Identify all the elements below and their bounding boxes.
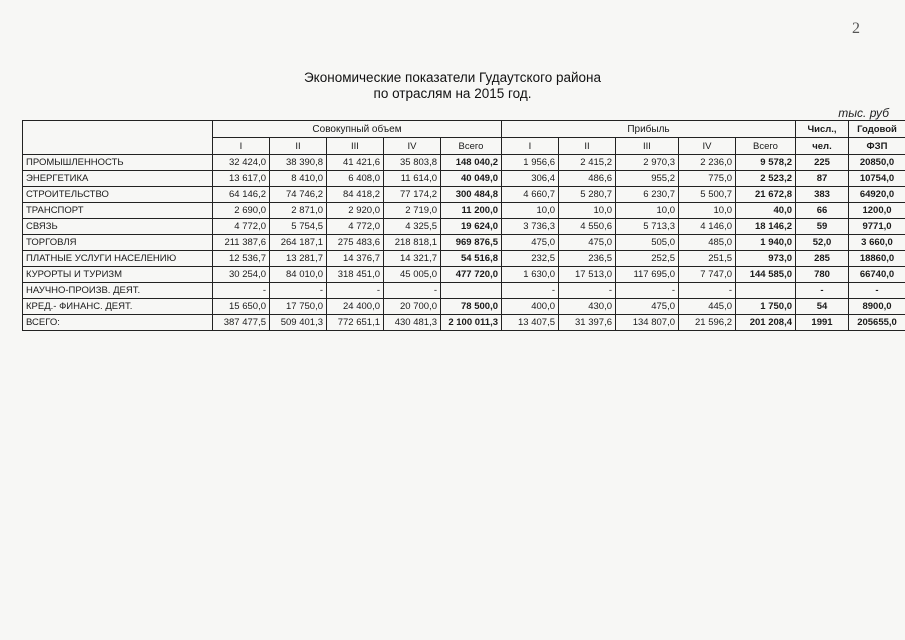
profit-quarter-cell: 17 513,0 — [559, 267, 616, 283]
profit-quarter-cell: 117 695,0 — [616, 267, 679, 283]
employees-cell: 780 — [796, 267, 849, 283]
profit-quarter-cell: 775,0 — [679, 171, 736, 187]
table-row — [23, 235, 905, 251]
profit-quarter-cell: 251,5 — [679, 251, 736, 267]
table-row — [23, 187, 905, 203]
volume-quarter-cell: 772 651,1 — [327, 315, 384, 331]
profit-quarter-cell: 475,0 — [616, 299, 679, 315]
profit-quarter-cell: 6 230,7 — [616, 187, 679, 203]
table-row — [23, 219, 905, 235]
table-row — [23, 267, 905, 283]
unit-note: тыс. руб — [838, 106, 889, 120]
profit-quarter-cell: 486,6 — [559, 171, 616, 187]
profit-quarter-cell: 21 596,2 — [679, 315, 736, 331]
volume-quarter-cell: 218 818,1 — [384, 235, 441, 251]
payroll-cell: 64920,0 — [849, 187, 905, 203]
volume-quarter-cell: 5 754,5 — [270, 219, 327, 235]
payroll-cell: 10754,0 — [849, 171, 905, 187]
table-row — [23, 283, 905, 299]
volume-quarter-cell: 77 174,2 — [384, 187, 441, 203]
page-number: 2 — [852, 20, 860, 37]
volume-quarter-cell: 41 421,6 — [327, 155, 384, 171]
profit-quarter-cell: 5 500,7 — [679, 187, 736, 203]
profit-total-cell: 9 578,2 — [736, 155, 796, 171]
volume-total-cell: 2 100 011,3 — [441, 315, 502, 331]
payroll-cell: 20850,0 — [849, 155, 905, 171]
payroll-cell: - — [849, 283, 905, 299]
volume-quarter-cell: 14 321,7 — [384, 251, 441, 267]
profit-quarter-cell: 475,0 — [559, 235, 616, 251]
volume-quarter-cell: 264 187,1 — [270, 235, 327, 251]
profit-quarter-cell: 134 807,0 — [616, 315, 679, 331]
table-row — [23, 155, 905, 171]
volume-quarter-cell: 2 690,0 — [213, 203, 270, 219]
header-profit-q2: II — [559, 138, 616, 155]
volume-total-cell: 477 720,0 — [441, 267, 502, 283]
employees-cell: 52,0 — [796, 235, 849, 251]
profit-quarter-cell: 430,0 — [559, 299, 616, 315]
header-profit-q1: I — [502, 138, 559, 155]
profit-total-cell: 144 585,0 — [736, 267, 796, 283]
sector-name: ПРОМЫШЛЕННОСТЬ — [23, 155, 213, 171]
employees-cell: 1991 — [796, 315, 849, 331]
profit-quarter-cell: 475,0 — [502, 235, 559, 251]
profit-total-cell: 2 523,2 — [736, 171, 796, 187]
profit-quarter-cell: 10,0 — [502, 203, 559, 219]
payroll-cell: 18860,0 — [849, 251, 905, 267]
volume-quarter-cell: 17 750,0 — [270, 299, 327, 315]
profit-quarter-cell: 236,5 — [559, 251, 616, 267]
volume-quarter-cell: 4 772,0 — [213, 219, 270, 235]
volume-quarter-cell: 318 451,0 — [327, 267, 384, 283]
sector-name: ЭНЕРГЕТИКА — [23, 171, 213, 187]
volume-total-cell: 300 484,8 — [441, 187, 502, 203]
volume-total-cell: 969 876,5 — [441, 235, 502, 251]
profit-quarter-cell: 2 236,0 — [679, 155, 736, 171]
profit-total-cell: 21 672,8 — [736, 187, 796, 203]
volume-quarter-cell: 64 146,2 — [213, 187, 270, 203]
employees-cell: 383 — [796, 187, 849, 203]
volume-quarter-cell: 430 481,3 — [384, 315, 441, 331]
volume-quarter-cell: - — [384, 283, 441, 299]
volume-quarter-cell: - — [270, 283, 327, 299]
volume-quarter-cell: 24 400,0 — [327, 299, 384, 315]
profit-quarter-cell: 445,0 — [679, 299, 736, 315]
title-line-2: по отраслям на 2015 год. — [373, 86, 532, 101]
volume-quarter-cell: 14 376,7 — [327, 251, 384, 267]
header-profit-q3: III — [616, 138, 679, 155]
economic-indicators-table — [22, 120, 905, 331]
profit-quarter-cell: - — [559, 283, 616, 299]
volume-quarter-cell: 211 387,6 — [213, 235, 270, 251]
payroll-cell: 3 660,0 — [849, 235, 905, 251]
profit-quarter-cell: 252,5 — [616, 251, 679, 267]
profit-quarter-cell: 306,4 — [502, 171, 559, 187]
profit-total-cell: 18 146,2 — [736, 219, 796, 235]
title-line-1: Экономические показатели Гудаутского района — [303, 70, 602, 85]
volume-quarter-cell: 4 325,5 — [384, 219, 441, 235]
profit-total-cell: 973,0 — [736, 251, 796, 267]
header-volume-q3: III — [327, 138, 384, 155]
header-volume: Совокупный объем — [213, 121, 502, 138]
employees-cell: 54 — [796, 299, 849, 315]
profit-quarter-cell: 1 630,0 — [502, 267, 559, 283]
profit-quarter-cell: 10,0 — [616, 203, 679, 219]
volume-total-cell: 54 516,8 — [441, 251, 502, 267]
profit-quarter-cell: 505,0 — [616, 235, 679, 251]
volume-quarter-cell: 4 772,0 — [327, 219, 384, 235]
header-blank — [23, 121, 213, 155]
volume-quarter-cell: 2 920,0 — [327, 203, 384, 219]
volume-quarter-cell: 20 700,0 — [384, 299, 441, 315]
profit-quarter-cell: 2 415,2 — [559, 155, 616, 171]
volume-quarter-cell: 30 254,0 — [213, 267, 270, 283]
profit-quarter-cell: 10,0 — [679, 203, 736, 219]
header-profit-total: Всего — [736, 138, 796, 155]
profit-quarter-cell: 232,5 — [502, 251, 559, 267]
payroll-cell: 205655,0 — [849, 315, 905, 331]
sector-name: НАУЧНО-ПРОИЗВ. ДЕЯТ. — [23, 283, 213, 299]
volume-total-cell: 148 040,2 — [441, 155, 502, 171]
table-row — [23, 299, 905, 315]
profit-total-cell: 40,0 — [736, 203, 796, 219]
profit-quarter-cell: 5 713,3 — [616, 219, 679, 235]
volume-quarter-cell: 2 719,0 — [384, 203, 441, 219]
volume-quarter-cell: 11 614,0 — [384, 171, 441, 187]
sector-name: КУРОРТЫ И ТУРИЗМ — [23, 267, 213, 283]
volume-quarter-cell: 15 650,0 — [213, 299, 270, 315]
sector-name: ПЛАТНЫЕ УСЛУГИ НАСЕЛЕНИЮ — [23, 251, 213, 267]
profit-total-cell — [736, 283, 796, 299]
profit-quarter-cell: 7 747,0 — [679, 267, 736, 283]
profit-quarter-cell: 13 407,5 — [502, 315, 559, 331]
sector-name: КРЕД.- ФИНАНС. ДЕЯТ. — [23, 299, 213, 315]
sector-name: ВСЕГО: — [23, 315, 213, 331]
payroll-cell: 1200,0 — [849, 203, 905, 219]
volume-quarter-cell: 12 536,7 — [213, 251, 270, 267]
sector-name: ТОРГОВЛЯ — [23, 235, 213, 251]
header-payroll-bottom: ФЗП — [849, 138, 905, 155]
profit-quarter-cell: 5 280,7 — [559, 187, 616, 203]
header-volume-total: Всего — [441, 138, 502, 155]
profit-quarter-cell: 485,0 — [679, 235, 736, 251]
volume-total-cell: 78 500,0 — [441, 299, 502, 315]
header-employees-top: Числ., — [796, 121, 849, 138]
volume-total-cell: 19 624,0 — [441, 219, 502, 235]
volume-quarter-cell: 13 281,7 — [270, 251, 327, 267]
volume-quarter-cell: 8 410,0 — [270, 171, 327, 187]
header-profit: Прибыль — [502, 121, 796, 138]
profit-quarter-cell: 400,0 — [502, 299, 559, 315]
volume-quarter-cell: 6 408,0 — [327, 171, 384, 187]
volume-quarter-cell: 13 617,0 — [213, 171, 270, 187]
volume-quarter-cell: 38 390,8 — [270, 155, 327, 171]
employees-cell: 285 — [796, 251, 849, 267]
volume-quarter-cell: 32 424,0 — [213, 155, 270, 171]
profit-total-cell: 1 940,0 — [736, 235, 796, 251]
profit-total-cell: 1 750,0 — [736, 299, 796, 315]
employees-cell: 66 — [796, 203, 849, 219]
header-volume-q2: II — [270, 138, 327, 155]
volume-quarter-cell: 275 483,6 — [327, 235, 384, 251]
volume-total-cell — [441, 283, 502, 299]
header-profit-q4: IV — [679, 138, 736, 155]
sector-name: СВЯЗЬ — [23, 219, 213, 235]
payroll-cell: 8900,0 — [849, 299, 905, 315]
profit-quarter-cell: - — [502, 283, 559, 299]
profit-quarter-cell: 1 956,6 — [502, 155, 559, 171]
volume-total-cell: 40 049,0 — [441, 171, 502, 187]
header-volume-q1: I — [213, 138, 270, 155]
profit-quarter-cell: 2 970,3 — [616, 155, 679, 171]
profit-quarter-cell: 31 397,6 — [559, 315, 616, 331]
profit-quarter-cell: 4 550,6 — [559, 219, 616, 235]
sector-name: СТРОИТЕЛЬСТВО — [23, 187, 213, 203]
profit-total-cell: 201 208,4 — [736, 315, 796, 331]
volume-quarter-cell: 74 746,2 — [270, 187, 327, 203]
document-title — [0, 70, 905, 102]
profit-quarter-cell: 955,2 — [616, 171, 679, 187]
volume-quarter-cell: 2 871,0 — [270, 203, 327, 219]
volume-quarter-cell: 387 477,5 — [213, 315, 270, 331]
volume-quarter-cell: 45 005,0 — [384, 267, 441, 283]
volume-quarter-cell: 35 803,8 — [384, 155, 441, 171]
employees-cell: - — [796, 283, 849, 299]
profit-quarter-cell: - — [616, 283, 679, 299]
profit-quarter-cell: 3 736,3 — [502, 219, 559, 235]
profit-quarter-cell: 4 146,0 — [679, 219, 736, 235]
payroll-cell: 66740,0 — [849, 267, 905, 283]
volume-quarter-cell: - — [327, 283, 384, 299]
table-row — [23, 203, 905, 219]
header-payroll-top: Годовой — [849, 121, 905, 138]
employees-cell: 225 — [796, 155, 849, 171]
header-employees-bottom: чел. — [796, 138, 849, 155]
header-volume-q4: IV — [384, 138, 441, 155]
volume-total-cell: 11 200,0 — [441, 203, 502, 219]
volume-quarter-cell: 84 010,0 — [270, 267, 327, 283]
payroll-cell: 9771,0 — [849, 219, 905, 235]
header-row-groups — [23, 121, 905, 138]
volume-quarter-cell: - — [213, 283, 270, 299]
profit-quarter-cell: - — [679, 283, 736, 299]
volume-quarter-cell: 509 401,3 — [270, 315, 327, 331]
table-row — [23, 171, 905, 187]
sector-name: ТРАНСПОРТ — [23, 203, 213, 219]
profit-quarter-cell: 10,0 — [559, 203, 616, 219]
table-row — [23, 251, 905, 267]
table-row — [23, 315, 905, 331]
employees-cell: 87 — [796, 171, 849, 187]
volume-quarter-cell: 84 418,2 — [327, 187, 384, 203]
profit-quarter-cell: 4 660,7 — [502, 187, 559, 203]
employees-cell: 59 — [796, 219, 849, 235]
